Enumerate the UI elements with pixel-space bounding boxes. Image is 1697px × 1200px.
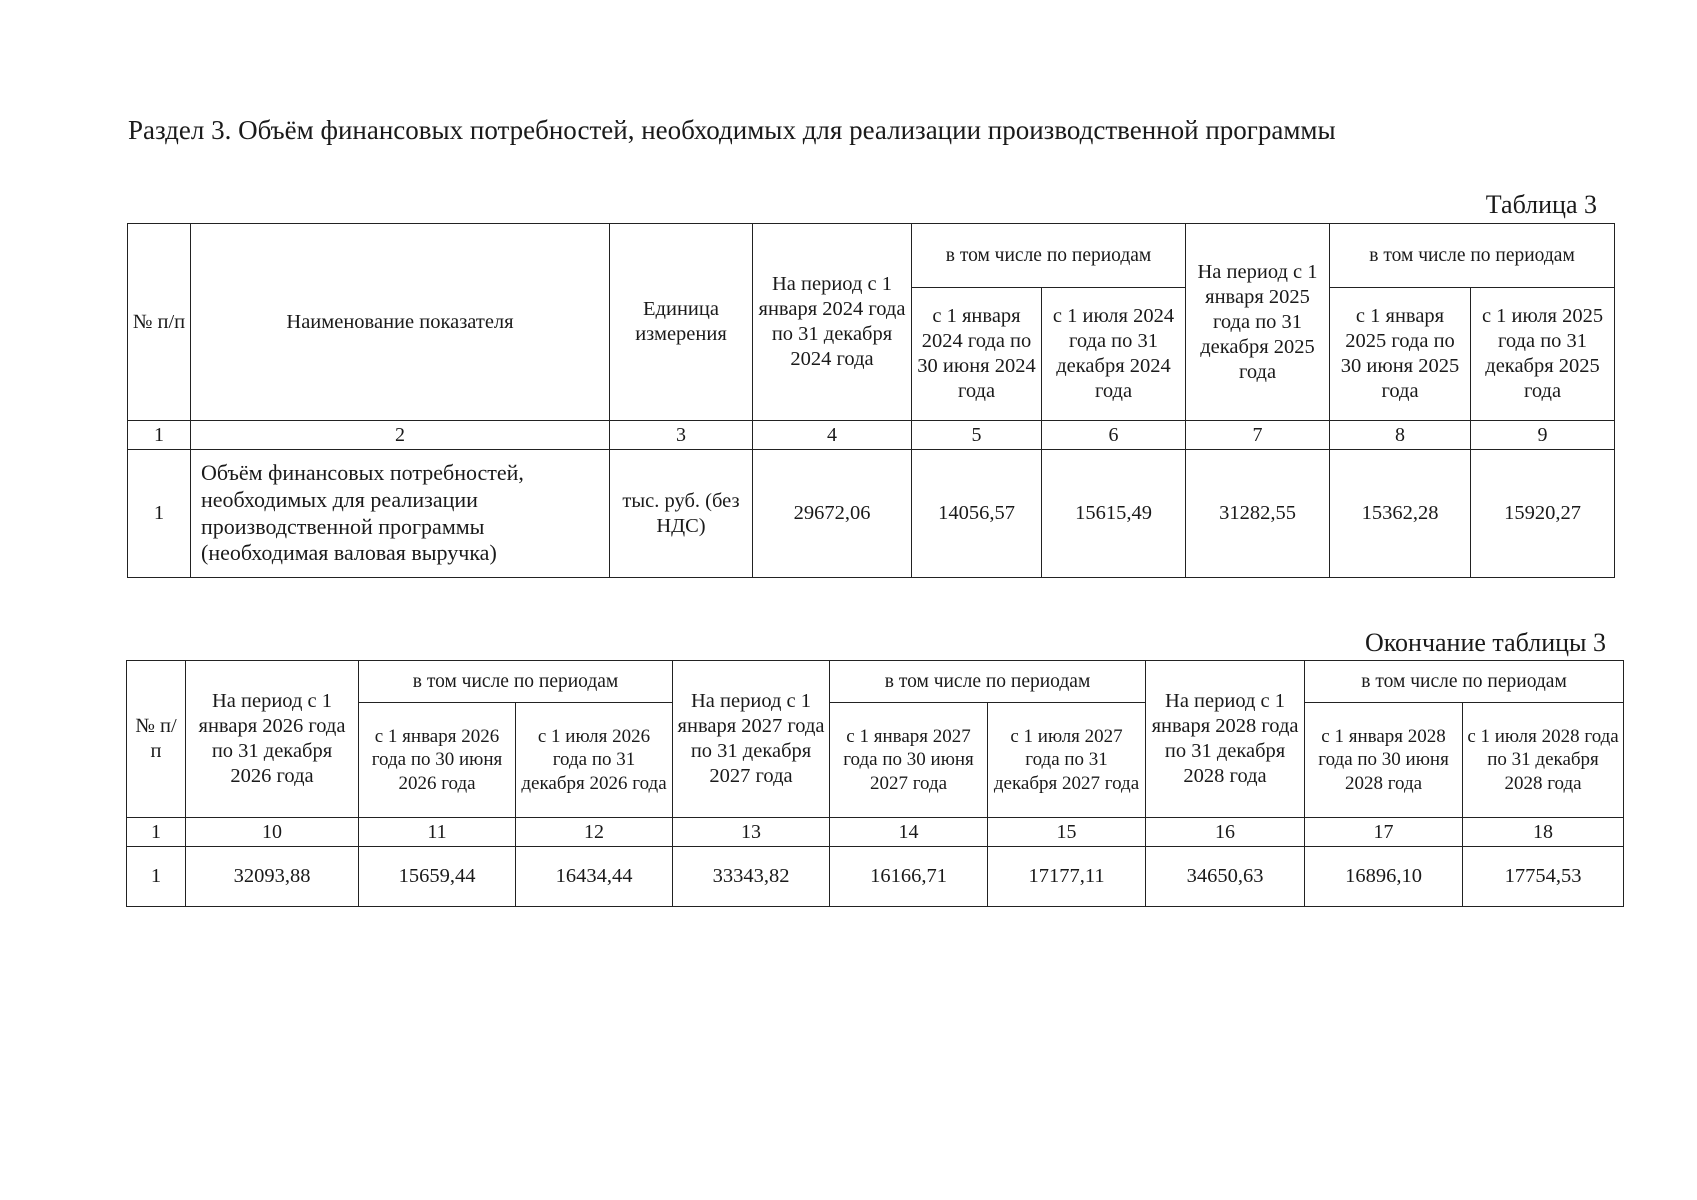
header-half-2026-2: с 1 июля 2026 года по 31 декабря 2026 года — [516, 703, 673, 818]
financial-needs-table-continued — [126, 660, 1624, 907]
column-number: 8 — [1330, 421, 1471, 450]
header-unit: Единица измерения — [610, 224, 753, 421]
header-half-2028-1: с 1 января 2028 года по 30 июня 2028 года — [1305, 703, 1463, 818]
column-number: 11 — [359, 818, 516, 847]
column-number: 18 — [1463, 818, 1624, 847]
column-number: 10 — [186, 818, 359, 847]
table-row — [128, 450, 1615, 578]
value-cell: 15659,44 — [359, 847, 516, 907]
value-cell: 16166,71 — [830, 847, 988, 907]
header-half-2025-2: с 1 июля 2025 года по 31 декабря 2025 года — [1471, 288, 1615, 421]
header-half-2027-1: с 1 января 2027 года по 30 июня 2027 года — [830, 703, 988, 818]
header-half-2024-1: с 1 января 2024 года по 30 июня 2024 года — [912, 288, 1042, 421]
table-continuation-caption: Окончание таблицы 3 — [1364, 628, 1606, 657]
header-including-periods: в том числе по периодам — [1330, 224, 1615, 288]
financial-needs-table — [127, 223, 1615, 578]
value-cell: 33343,82 — [673, 847, 830, 907]
value-cell: 34650,63 — [1146, 847, 1305, 907]
column-number: 16 — [1146, 818, 1305, 847]
value-cell: 17754,53 — [1463, 847, 1624, 907]
column-number: 14 — [830, 818, 988, 847]
value-cell: 16896,10 — [1305, 847, 1463, 907]
header-including-periods: в том числе по периодам — [1305, 661, 1624, 703]
row-number: 1 — [127, 847, 186, 907]
header-period-2025: На период с 1 января 2025 года по 31 декабря 2025 года — [1186, 224, 1330, 421]
header-including-periods: в том числе по периодам — [912, 224, 1186, 288]
value-cell: 15615,49 — [1042, 450, 1186, 578]
column-number: 9 — [1471, 421, 1615, 450]
header-indicator-name: Наименование показателя — [191, 224, 610, 421]
column-numbers-row — [128, 421, 1615, 450]
section-title: Раздел 3. Объём финансовых потребностей, необходимых для реализации производственной программы — [128, 115, 1336, 145]
value-cell: 14056,57 — [912, 450, 1042, 578]
column-numbers-row — [127, 818, 1624, 847]
indicator-name: Объём финансовых потребностей, необходимых для реализации производственной программы (необходимая валовая выручка) — [191, 450, 610, 578]
column-number: 2 — [191, 421, 610, 450]
header-period-2027: На период с 1 января 2027 года по 31 декабря 2027 года — [673, 661, 830, 818]
column-number: 5 — [912, 421, 1042, 450]
header-including-periods: в том числе по периодам — [830, 661, 1146, 703]
value-cell: 17177,11 — [988, 847, 1146, 907]
value-cell: 16434,44 — [516, 847, 673, 907]
value-cell: 15920,27 — [1471, 450, 1615, 578]
unit-cell: тыс. руб. (без НДС) — [610, 450, 753, 578]
header-including-periods: в том числе по периодам — [359, 661, 673, 703]
header-number: № п/п — [127, 661, 186, 818]
column-number: 4 — [753, 421, 912, 450]
value-cell: 15362,28 — [1330, 450, 1471, 578]
row-number: 1 — [128, 450, 191, 578]
column-number: 1 — [128, 421, 191, 450]
value-cell: 32093,88 — [186, 847, 359, 907]
table-row — [127, 847, 1624, 907]
header-number: № п/п — [128, 224, 191, 421]
value-cell: 31282,55 — [1186, 450, 1330, 578]
value-cell: 29672,06 — [753, 450, 912, 578]
column-number: 15 — [988, 818, 1146, 847]
header-period-2026: На период с 1 января 2026 года по 31 декабря 2026 года — [186, 661, 359, 818]
column-number: 7 — [1186, 421, 1330, 450]
column-number: 6 — [1042, 421, 1186, 450]
header-period-2028: На период с 1 января 2028 года по 31 декабря 2028 года — [1146, 661, 1305, 818]
header-period-2024: На период с 1 января 2024 года по 31 декабря 2024 года — [753, 224, 912, 421]
header-half-2025-1: с 1 января 2025 года по 30 июня 2025 года — [1330, 288, 1471, 421]
column-number: 13 — [673, 818, 830, 847]
column-number: 17 — [1305, 818, 1463, 847]
header-half-2028-2: с 1 июля 2028 года по 31 декабря 2028 года — [1463, 703, 1624, 818]
column-number: 1 — [127, 818, 186, 847]
column-number: 3 — [610, 421, 753, 450]
column-number: 12 — [516, 818, 673, 847]
header-half-2026-1: с 1 января 2026 года по 30 июня 2026 года — [359, 703, 516, 818]
header-half-2024-2: с 1 июля 2024 года по 31 декабря 2024 года — [1042, 288, 1186, 421]
table-caption: Таблица 3 — [1485, 190, 1597, 219]
header-half-2027-2: с 1 июля 2027 года по 31 декабря 2027 года — [988, 703, 1146, 818]
